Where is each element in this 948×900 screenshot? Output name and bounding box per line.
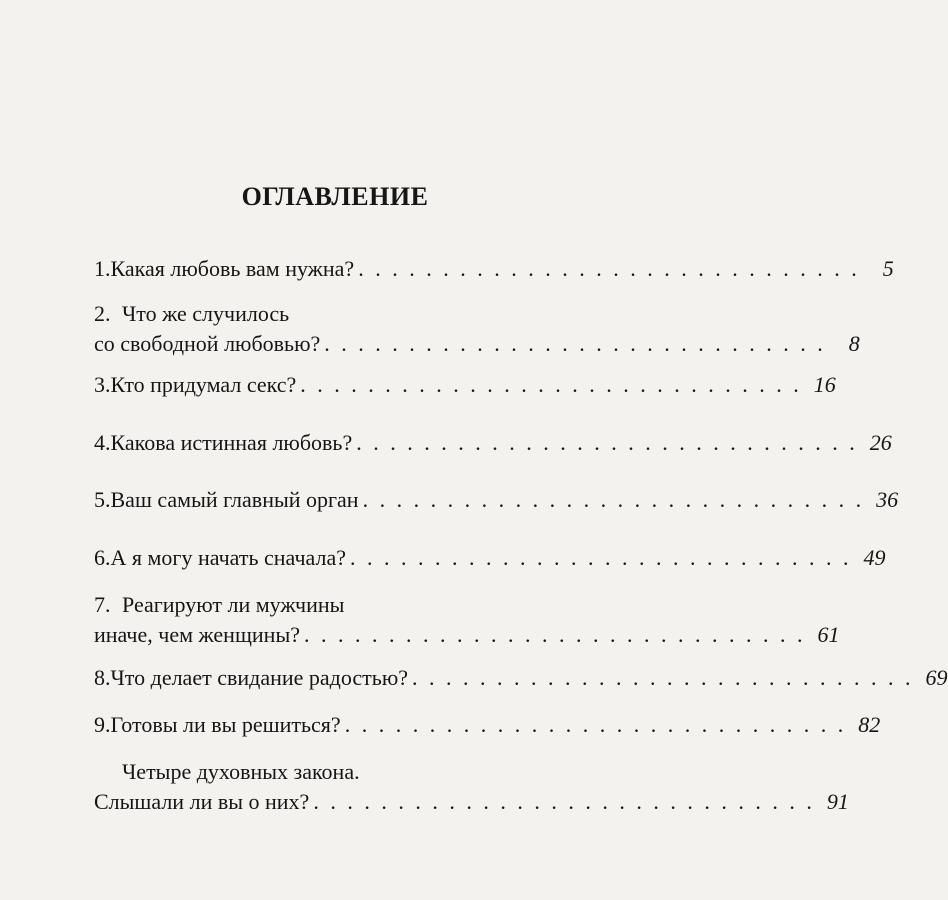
toc-entry: [94, 428, 892, 458]
entry-page: 26: [869, 430, 892, 455]
entry-title: Ваш самый главный орган: [110, 487, 359, 512]
entry-title: Что же случилось: [122, 301, 290, 326]
entry-number: 2.: [94, 301, 111, 326]
entry-page: 91: [826, 789, 849, 814]
entry-title: Какая любовь вам нужна?: [110, 256, 355, 281]
toc-entry: [94, 299, 860, 359]
entry-page: 69: [925, 665, 948, 690]
entry-number: 1.: [94, 256, 111, 281]
dot-leader: . . . . . . . . . . . . . . . . . . . . . . . . . . . . . .: [304, 622, 806, 647]
entry-number: 5.: [94, 487, 111, 512]
entry-page: 8: [848, 331, 860, 356]
entry-title-continued: со свободной любовью?: [94, 331, 321, 356]
entry-number: 9.: [94, 712, 111, 737]
entry-page: 61: [817, 622, 840, 647]
entry-page: 82: [858, 712, 881, 737]
entry-number: 8.: [94, 665, 111, 690]
toc-entry: [94, 663, 948, 693]
entry-page: 5: [882, 256, 894, 281]
dot-leader: . . . . . . . . . . . . . . . . . . . . . . . . . . . . . .: [356, 430, 858, 455]
entry-number: 4.: [94, 430, 111, 455]
entry-title: Что делает свидание радостью?: [110, 665, 409, 690]
dot-leader: . . . . . . . . . . . . . . . . . . . . . . . . . . . . . .: [313, 789, 815, 814]
toc-entry: [94, 254, 894, 284]
entry-title: А я могу начать сначала?: [110, 545, 346, 570]
entry-page: 16: [813, 372, 836, 397]
dot-leader: . . . . . . . . . . . . . . . . . . . . . . . . . . . . . .: [349, 545, 852, 570]
dot-leader: . . . . . . . . . . . . . . . . . . . . . . . . . . . . . .: [300, 372, 802, 397]
entry-title: Реагируют ли мужчины: [122, 592, 345, 617]
toc-entry: [94, 710, 881, 740]
entry-title-continued: иначе, чем женщины?: [94, 622, 300, 647]
entry-number: 7.: [94, 592, 111, 617]
entry-title: Четыре духовных закона.: [122, 759, 360, 784]
entry-number: 6.: [94, 545, 111, 570]
entry-number: 3.: [94, 372, 111, 397]
dot-leader: . . . . . . . . . . . . . . . . . . . . . . . . . . . . . .: [344, 712, 847, 737]
toc-title: ОГЛАВЛЕНИЕ: [241, 182, 429, 211]
entry-title: Готовы ли вы решиться?: [110, 712, 341, 737]
entry-title: Какова истинная любовь?: [110, 430, 353, 455]
dot-leader: . . . . . . . . . . . . . . . . . . . . . . . . . . . . . .: [358, 256, 860, 281]
entry-page: 49: [863, 545, 886, 570]
toc-entry: [94, 370, 836, 400]
toc-entry: [94, 590, 840, 650]
toc-entry: [94, 485, 899, 515]
toc-entry: [94, 543, 886, 573]
toc-entry: [94, 757, 849, 817]
entry-title-continued: Слышали ли вы о них?: [94, 789, 310, 814]
entry-title: Кто придумал секс?: [110, 372, 297, 397]
entry-page: 36: [876, 487, 899, 512]
dot-leader: . . . . . . . . . . . . . . . . . . . . . . . . . . . . . .: [324, 331, 826, 356]
dot-leader: . . . . . . . . . . . . . . . . . . . . . . . . . . . . . .: [412, 665, 914, 690]
dot-leader: . . . . . . . . . . . . . . . . . . . . . . . . . . . . . .: [362, 487, 865, 512]
